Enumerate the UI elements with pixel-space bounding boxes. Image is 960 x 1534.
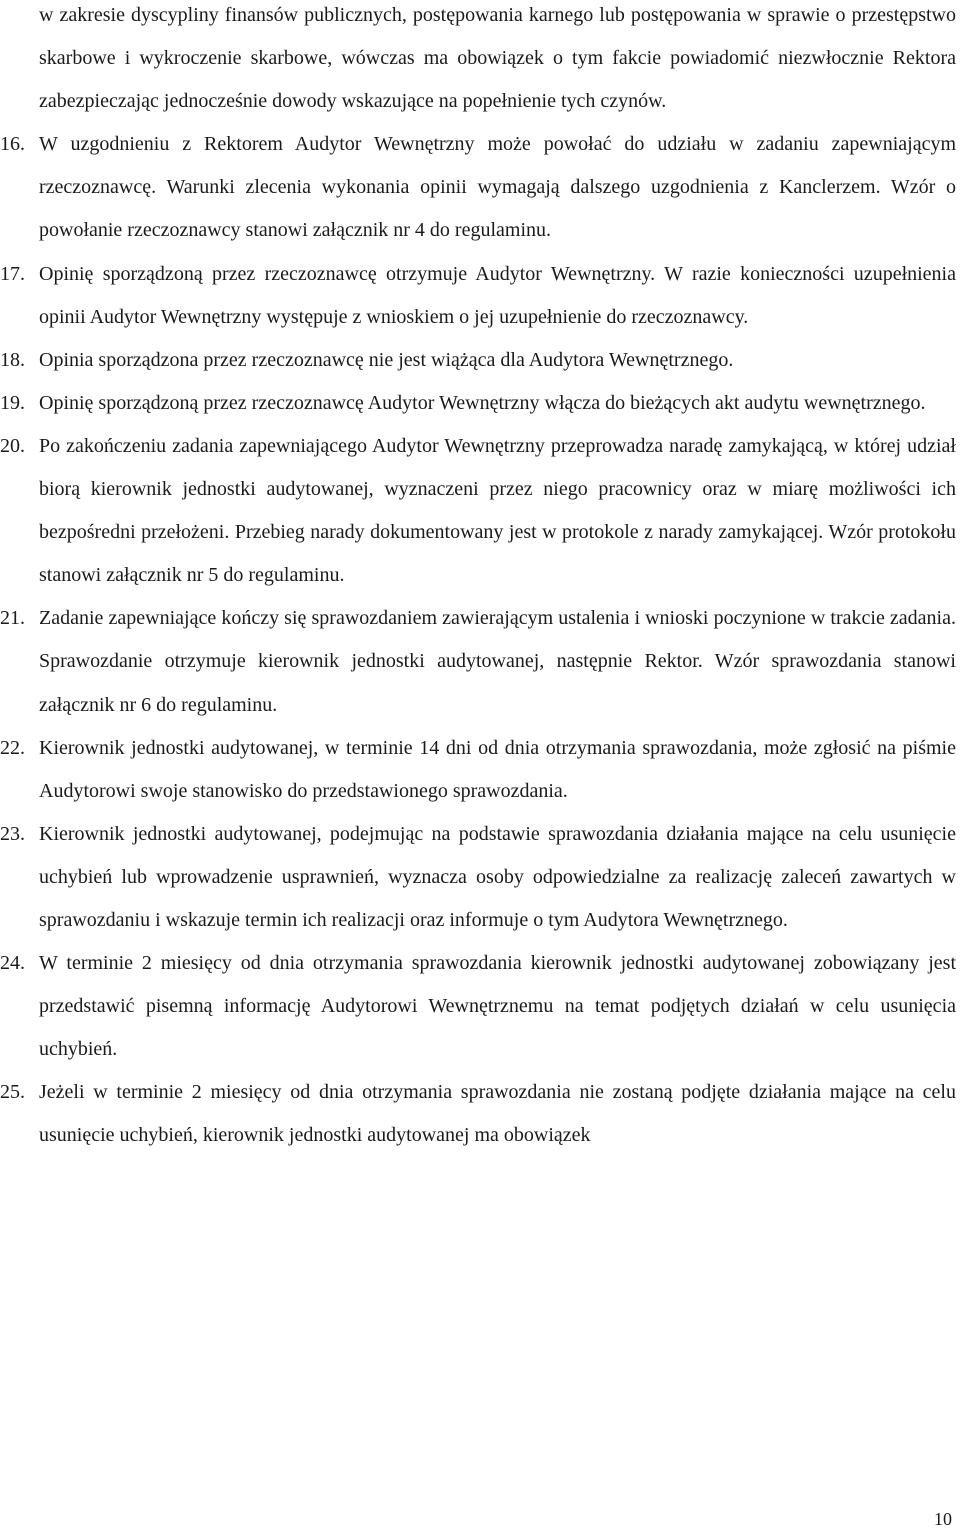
item-text: Opinia sporządzona przez rzeczoznawcę nie jest wiążąca dla Audytora Wewnętrznego. — [39, 348, 734, 371]
list-item — [0, 727, 956, 813]
item-text: W uzgodnieniu z Rektorem Audytor Wewnętrzny może powołać do udziału w zadaniu zapewniającym rzeczoznawcę. Warunki zlecenia wykonania opinii wymagają dalszego uzgodnienia z Kanclerzem. Wzór o powołanie rzeczoznawcy stanowi załącznik nr 4 do regulaminu. — [39, 133, 956, 242]
item-number: 18. — [0, 348, 25, 371]
item-number: 19. — [0, 391, 25, 414]
list-item — [0, 942, 956, 1071]
list-item — [0, 339, 956, 382]
item-number: 20. — [0, 434, 25, 457]
item-number: 23. — [0, 822, 25, 845]
item-number: 25. — [0, 1081, 25, 1104]
item-number: 21. — [0, 607, 25, 630]
list-item — [0, 597, 956, 726]
item-number: 16. — [0, 133, 25, 156]
list-item — [0, 1071, 956, 1157]
item-text: Zadanie zapewniające kończy się sprawozdaniem zawierającym ustalenia i wnioski poczynione w trakcie zadania. Sprawozdanie otrzymuje kierownik jednostki audytowanej, następnie Rektor. Wzór sprawozdania stanowi załącznik nr 6 do regulaminu. — [39, 607, 956, 716]
item-text: Kierownik jednostki audytowanej, w terminie 14 dni od dnia otrzymania sprawozdania, może zgłosić na piśmie Audytorowi swoje stanowisko do przedstawionego sprawozdania. — [39, 736, 956, 802]
item-text: Jeżeli w terminie 2 miesięcy od dnia otrzymania sprawozdania nie zostaną podjęte działania mające na celu usunięcie uchybień, kierownik jednostki audytowanej ma obowiązek — [39, 1081, 956, 1147]
item-text: Opinię sporządzoną przez rzeczoznawcę otrzymuje Audytor Wewnętrzny. W razie konieczności uzupełnienia opinii Audytor Wewnętrzny występuje z wnioskiem o jej uzupełnienie do rzeczoznawcy. — [39, 262, 956, 328]
item-number: 22. — [0, 736, 25, 759]
item-text: W terminie 2 miesięcy od dnia otrzymania sprawozdania kierownik jednostki audytowanej zobowiązany jest przedstawić pisemną informację Audytorowi Wewnętrznemu na temat podjętych działań w celu usunięcia uchybień. — [39, 952, 956, 1061]
list-item — [0, 382, 956, 425]
list-item — [0, 425, 956, 597]
item-number: 24. — [0, 952, 25, 975]
list-item — [0, 253, 956, 339]
item-text: Opinię sporządzoną przez rzeczoznawcę Audytor Wewnętrzny włącza do bieżących akt audytu wewnętrznego. — [39, 391, 926, 414]
continuation-paragraph: w zakresie dyscypliny finansów publicznych, postępowania karnego lub postępowania w sprawie o przestępstwo skarbowe i wykroczenie skarbowe, wówczas ma obowiązek o tym fakcie powiadomić niezwłocznie Rektora zabezpieczając jednocześnie dowody wskazujące na popełnienie tych czynów. — [39, 4, 956, 113]
item-text: Po zakończeniu zadania zapewniającego Audytor Wewnętrzny przeprowadza naradę zamykającą, w której udział biorą kierownik jednostki audytowanej, wyznaczeni przez niego pracownicy oraz w miarę możliwości ich bezpośredni przełożeni. Przebieg narady dokumentowany jest w protokole z narady zamykającej. Wzór protokołu stanowi załącznik nr 5 do regulaminu. — [39, 434, 956, 587]
list-item — [0, 123, 956, 252]
list-item — [0, 813, 956, 942]
item-text: Kierownik jednostki audytowanej, podejmując na podstawie sprawozdania działania mające na celu usunięcie uchybień lub wprowadzenie usprawnień, wyznacza osoby odpowiedzialne za realizację zaleceń zawartych w sprawozdaniu i wskazuje termin ich realizacji oraz informuje o tym Audytora Wewnętrznego. — [39, 822, 956, 931]
item-number: 17. — [0, 262, 25, 285]
page-number: 10 — [934, 1509, 952, 1529]
